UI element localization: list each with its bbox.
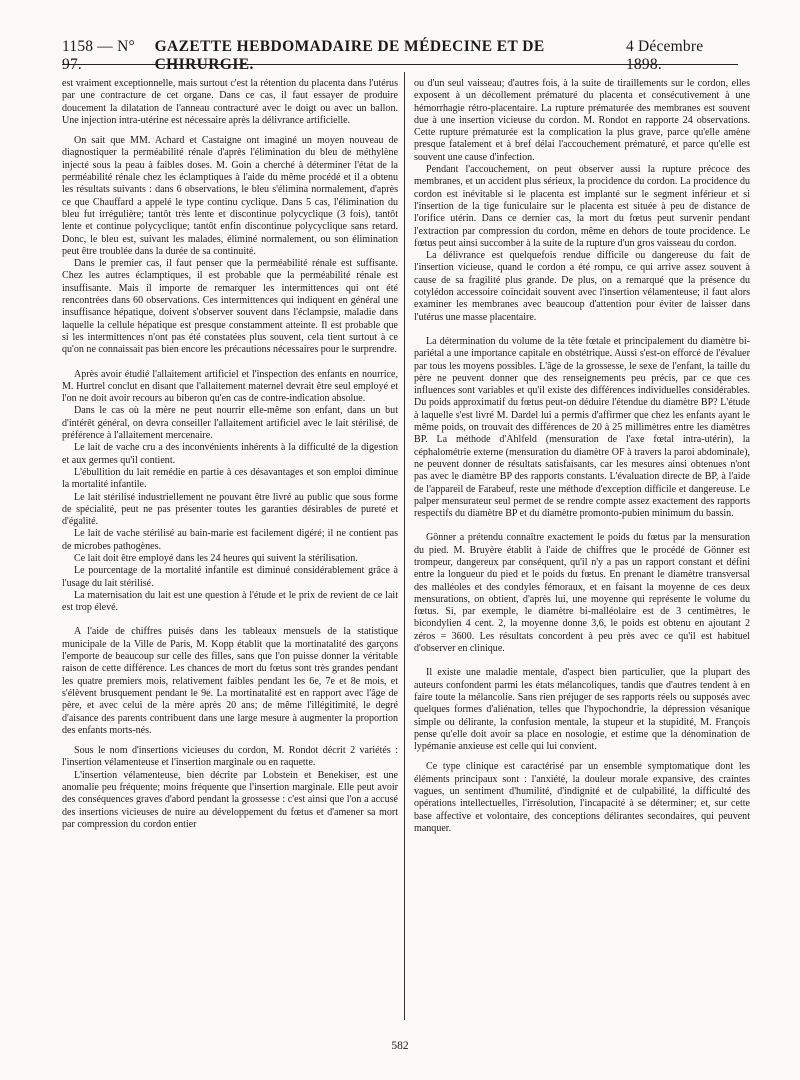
paragraph: Le lait de vache stérilisé au bain-marie est facilement digéré; il ne contient pas de microbes pathogènes.: [62, 528, 398, 552]
right-column: [414, 78, 750, 835]
paragraph: La détermination du volume de la tête fœtale et principalement du diamètre bi-pariétal a une importance capitale en obstétrique. Aussi s'est-on efforcé de l'évaluer par tous les moyens possibles. L'âge de la grossesse, le sexe de l'enfant, la taille du père ne peuvent donner que des renseignements peu précis, par ce que ces influences sont variables et qu'il existe des différences individuelles considérables. Du poids approximatif du fœtus peut-on déduire l'étendue du diamètre BP? L'étude à laquelle s'est livré M. Dardel lui a permis d'affirmer que chez les enfants ayant le même poids, on trouvait des différences de 20 à 25 millimètres entre les diamètres BP. La méthode d'Ahlfeld (mensuration de l'axe fœtal intra-utérin), la céphalométrie externe (mensuration du diamètre OF à travers la paroi abdominale), ne peuvent donner de résultats satisfaisants, car les mesures ainsi obtenues n'ont pas avec le diamètre BP des rapports constants. L'évaluation directe de BP, à l'aide de l'appareil de Farabeuf, reste une méthode d'exception difficile et dangereuse. Le palper mensurateur seul permet de se rendre compte assez exactement des rapports respectifs du diamètre BP et du diamètre promonto-pubien minimum du bassin.: [414, 335, 750, 520]
paragraph: Le lait de vache cru a des inconvénients inhérents à la difficulté de la digestion et aux germes qu'il contient.: [62, 442, 398, 466]
paragraph: Ce type clinique est caractérisé par un ensemble symptomatique dont les éléments principaux sont : l'anxiété, la douleur morale expansive, des craintes vagues, un sentiment d'humilité, d'indignité et de culpabilité, la difficulté des opérations intellectuelles, l'irrésolution, l'incapacité à se déterminer; et, sur cette base affective et volontaire, des conceptions délirantes secondaires, qui peuvent manquer.: [414, 761, 750, 834]
journal-title: GAZETTE HEBDOMADAIRE DE MÉDECINE ET DE CHIRURGIE.: [154, 38, 545, 73]
paragraph: Dans le cas où la mère ne peut nourrir elle-même son enfant, dans un but d'intérêt général, on devra conseiller l'allaitement artificiel avec le lait stérilisé, de préférence à l'allaitement mercenaire.: [62, 405, 398, 442]
paragraph: La délivrance est quelquefois rendue difficile ou dangereuse du fait de l'insertion vicieuse, quand le cordon a été rompu, ce qui arrive assez souvent à cause de sa fragilité plus grande. De plus, on a remarqué que la présence du cotylédon accessoire coïncidait souvent avec l'insertion vélamenteuse; il faut alors examiner les membranes avec beaucoup d'attention pour éviter de laisser dans l'utérus une masse placentaire.: [414, 250, 750, 323]
paragraph: Pendant l'accouchement, on peut observer aussi la rupture précoce des membranes, et un accident plus sérieux, la procidence du cordon. La procidence du cordon est inévitable si le placenta est implanté sur le segment inférieur et si l'insertion de la tige funiculaire sur le placenta est située à peu de distance de l'orifice utérin. Dans ce dernier cas, la mort du fœtus peut survenir pendant l'extraction par compression du cordon, même en dehors de toute procidence. Le fœtus peut ainsi succomber à la suite de la rupture d'un gros vaisseau du cordon.: [414, 164, 750, 249]
paragraph: Après avoir étudié l'allaitement artificiel et l'inspection des enfants en nourrice, M. Hurtrel conclut en disant que l'allaitement maternel devrait être seul employé et l'on ne doit avoir recours au biberon qu'en cas de contre-indication absolue.: [62, 368, 398, 405]
paragraph: Le lait stérilisé industriellement ne pouvant être livré au public que sous forme de spécialité, peut ne pas présenter toutes les garanties désirables de pureté et d'égalité.: [62, 491, 398, 528]
paragraph: ou d'un seul vaisseau; d'autres fois, à la suite de tiraillements sur le cordon, elles exposent à un décollement prématuré du placenta et consécutivement à une hémorrhagie rétro-placentaire. La rupture prématurée des membranes est souvent due à une insertion vicieuse du cordon. M. Rondot en rapporte 24 observations. Cette rupture prématurée est la complication la plus grave, parce qu'elle amène presque fatalement et à bref délai l'accouchement prématuré, et parce qu'elle est souvent une cause d'infection.: [414, 78, 750, 163]
paragraph: L'ébullition du lait remédie en partie à ces désavantages et son emploi diminue la mortalité infantile.: [62, 466, 398, 491]
paragraph: A l'aide de chiffres puisés dans les tableaux mensuels de la statistique municipale de la Ville de Paris, M. Kopp établit que la mortinatalité des garçons l'emporte de beaucoup sur celle des filles, sans que l'on puisse donner la véritable raison de cette différence. Les chances de mort du fœtus sont très grandes pendant les quatre premiers mois, relativement faibles pendant les 6e, 7e et 8e mois, et s'élèvent brusquement pendant le 9e. La mortinatalité est en rapport avec l'âge de père, et avec celui de la mère après 20 ans; de même l'illégitimité, le degré d'aisance des parents contribuent dans une large mesure à augmenter la proportion des enfants morts-nés.: [62, 626, 398, 736]
header-rule: [62, 64, 738, 65]
paragraph: On sait que MM. Achard et Castaigne ont imaginé un moyen nouveau de diagnostiquer la perméabilité rénale d'après l'élimination du bleu de méthylène injecté sous la peau à faibles doses. M. Goin a cherché à déterminer l'état de la perméabilité rénale chez les éclamptiques à l'aide du même procédé et il a obtenu les résultats suivants : dans 6 observations, le bleu s'élimina normalement, d'après ce que Chauffard a appelé le type continu cyclique. Dans 5 cas, l'élimination du bleu fut irrégulière; tantôt très lente et discontinue polycyclique (3 fois), tantôt lente et continue polycyclique; tantôt enfin discontinue polycyclique sans retard. Donc, le bleu est, suivant les malades, éliminé normalement, ou son élimination peut être troublée dans la durée de sa continuité.: [62, 135, 398, 257]
paragraph: Ce lait doit être employé dans les 24 heures qui suivent la stérilisation.: [74, 552, 358, 564]
folio-number: 582: [391, 1040, 409, 1052]
paragraph: L'insertion vélamenteuse, bien décrite par Lobstein et Benekiser, est une anomalie peu fréquente; moins fréquente que l'insertion marginale. Elle peut avoir des conséquences graves d'abord pendant la grossesse : c'est ainsi que l'on a accusé des insertions vicieuses de nuire au développement du fœtus et d'amener sa mort par compression du cordon entier: [62, 769, 398, 830]
paragraph: Sous le nom d'insertions vicieuses du cordon, M. Rondot décrit 2 variétés : l'insertion vélamenteuse et l'insertion marginale ou en raquette.: [62, 745, 398, 769]
paragraph: Dans le premier cas, il faut penser que la perméabilité rénale est suffisante. Chez les autres éclamptiques, il est probable que la perméabilité rénale est insuffisante. Mais il importe de remarquer les intermittences qui ont été rencontrées dans 60 observations. Ces intermittences qui indiquent en général une insuffisance hépatique, doivent s'observer souvent dans l'éclampsie, maladie dans laquelle la cellule hépatique est presque constamment atteinte. Il est probable que si les intermittences n'ont pas été constatées plus souvent, cela tient surtout à ce qu'on ne connaissait pas bien encore les précautions nécessaires pour le surprendre.: [62, 258, 398, 356]
page-number: 1158 — N° 97.: [62, 38, 135, 73]
column-divider: [404, 72, 405, 1020]
left-column: [62, 78, 398, 831]
running-header: [62, 38, 738, 73]
paragraph: est vraiment exceptionnelle, mais surtout c'est la rétention du placenta dans l'utérus par une contracture de cet organe. Dans ce cas, il faut essayer de produire doucement la dilatation de l'anneau contracturé avec le doigt ou avec un ballon. Une injection intra-utérine est nécessaire après la délivrance artificielle.: [62, 78, 398, 126]
paragraph: Le pourcentage de la mortalité infantile est diminué considérablement grâce à l'usage du lait stérilisé.: [62, 565, 398, 589]
issue-date: 4 Décembre 1898.: [625, 38, 704, 73]
paragraph: Il existe une maladie mentale, d'aspect bien particulier, que la plupart des auteurs confondent parmi les états mélancoliques, tandis que d'autres tendent à en faire toute la mélancolie. Sans rien préjuger de ses rapports réels ou supposés avec quelques formes d'aliénation, telles que l'hypochondrie, la dépression vésanique simple ou délirante, la confusion mentale, la stupeur et la stupidité, M. François pense qu'elle doit avoir sa place en nosologie, et estime que la dénomination de lypémanie anxieuse est celle qui lui convient.: [414, 667, 750, 753]
paragraph: La maternisation du lait est une question à l'étude et le prix de revient de ce lait est trop élevé.: [62, 589, 398, 614]
paragraph: Gönner a prétendu connaître exactement le poids du fœtus par la mensuration du pied. M. Bruyère établit à l'aide de chiffres que le procédé de Gönner est trompeur, dangereux par conséquent, qu'il n'y a pas un rapport constant et défini entre la longueur du pied et le poids du fœtus. En prenant le diamètre transversal des malléoles et des condyles fémoraux, et en faisant la moyenne de ces deux mensurations, on obtient, d'après lui, une moyenne qui représente le volume du fœtus. Si, par exemple, le diamètre bi-malléolaire est de 3 centimètres, le bicondylien 4 cent. 2, la moyenne donne 3,6, le poids est obtenu en ajoutant 2 zéros = 3600. Les résultats concordent à peu près avec ce qu'il est habituel d'observer en clinique.: [414, 532, 750, 655]
